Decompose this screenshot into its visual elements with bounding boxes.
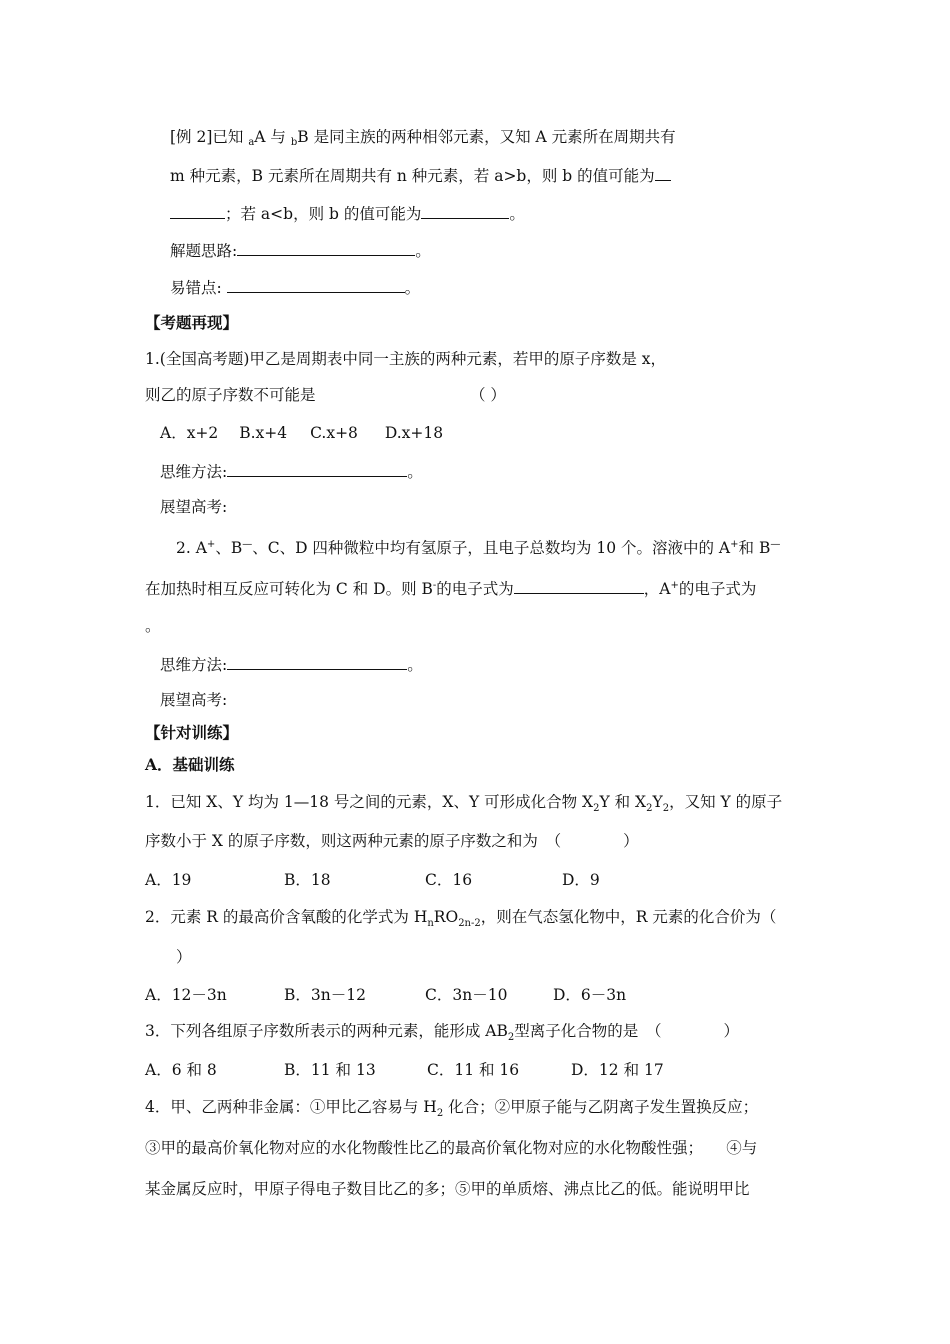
option: A．19	[145, 871, 192, 889]
b1-line2: 序数小于 X 的原子序数，则这两种元素的原子序数之和为 （ ）	[145, 832, 639, 850]
example2-line1: [例 2]已知 $_a$A 与 $_b$B 是同主族的两种相邻元素，又知 A 元素所在周期共有	[170, 128, 676, 148]
option: B．3n－12	[284, 986, 366, 1004]
section-training-heading: 【针对训练】	[145, 723, 239, 742]
q2-line3: 。	[145, 617, 161, 635]
option: B.x+4	[239, 424, 288, 442]
option: A．x+2	[160, 424, 219, 442]
answer-blank[interactable]	[514, 576, 644, 594]
q2-method: 思维方法: 。	[160, 652, 423, 676]
answer-blank[interactable]	[227, 652, 407, 670]
example2-line2: m 种元素，B 元素所在周期共有 n 种元素，若 a>b，则 b 的值可能为	[170, 163, 671, 187]
option: C．3n－10	[425, 986, 508, 1004]
b3-options	[145, 1059, 664, 1081]
option: D.x+18	[384, 424, 444, 442]
b4-line2: ③甲的最高价氧化物对应的水化物酸性比乙的最高价氧化物对应的水化物酸性强； ④与	[145, 1139, 758, 1157]
example2-line3: ；若 a<b，则 b 的值可能为 。	[170, 201, 525, 225]
option: A．6 和 8	[145, 1061, 217, 1079]
q1-answer-paren: （ ）	[470, 386, 506, 404]
b2-line2: ）	[176, 948, 192, 966]
option: C．11 和 16	[427, 1061, 520, 1079]
q2-line2: 在加热时相互反应可转化为 C 和 D。则 B-的电子式为 ，A+的电子式为	[145, 575, 756, 600]
q1-line1: 1.(全国高考题)甲乙是周期表中同一主族的两种元素，若甲的原子序数是 x，	[145, 350, 667, 368]
answer-blank[interactable]	[227, 459, 407, 477]
option: D．9	[562, 871, 600, 889]
option: C.x+8	[310, 424, 358, 442]
b1-line1: 1．已知 X、Y 均为 1—18 号之间的元素，X、Y 可形成化合物 $X_2Y$ 和 $X_2Y_2$，又知 Y 的原子	[145, 793, 783, 815]
option: D．12 和 17	[571, 1061, 664, 1079]
example2-think: 解题思路: 。	[170, 238, 431, 262]
q2-outlook: 展望高考:	[160, 691, 228, 709]
b3-line1: 3．下列各组原子序数所表示的两种元素，能形成 $AB_2$型离子化合物的是 （ ）	[145, 1022, 740, 1044]
section-review-heading: 【考题再现】	[145, 313, 239, 332]
option: C．16	[425, 871, 473, 889]
answer-blank[interactable]	[227, 275, 405, 293]
b2-options	[145, 984, 626, 1006]
q1-options	[160, 422, 443, 444]
answer-blank[interactable]	[237, 238, 415, 256]
example2-error: 易错点: 。	[170, 275, 420, 299]
option: D．6－3n	[553, 986, 627, 1004]
q1-outlook: 展望高考:	[160, 498, 228, 516]
answer-blank[interactable]	[655, 163, 671, 181]
option: B．18	[284, 871, 331, 889]
option: B．11 和 13	[284, 1061, 376, 1079]
b4-line1: 4．甲、乙两种非金属：①甲比乙容易与 $H_2$ 化合；②甲原子能与乙阴离子发生置换反应；	[145, 1098, 759, 1120]
section-basic-heading: A．基础训练	[145, 755, 235, 774]
option: A．12－3n	[145, 986, 227, 1004]
q1-line2: 则乙的原子序数不可能是	[145, 386, 316, 404]
b4-line3: 某金属反应时，甲原子得电子数目比乙的多；⑤甲的单质熔、沸点比乙的低。能说明甲比	[145, 1180, 750, 1198]
q1-method: 思维方法: 。	[160, 459, 423, 483]
answer-blank[interactable]	[170, 201, 225, 219]
q2-line1: 2. A+、B—、C、D 四种微粒中均有氢原子，且电子总数均为 10 个。溶液中的 A+和 B—	[176, 539, 781, 558]
answer-blank[interactable]	[421, 201, 509, 219]
b1-options	[145, 869, 600, 891]
b2-line1: 2．元素 R 的最高价含氧酸的化学式为 $H_nRO_{2n-2}$，则在气态氢化物中，R 元素的化合价为（	[145, 908, 777, 930]
